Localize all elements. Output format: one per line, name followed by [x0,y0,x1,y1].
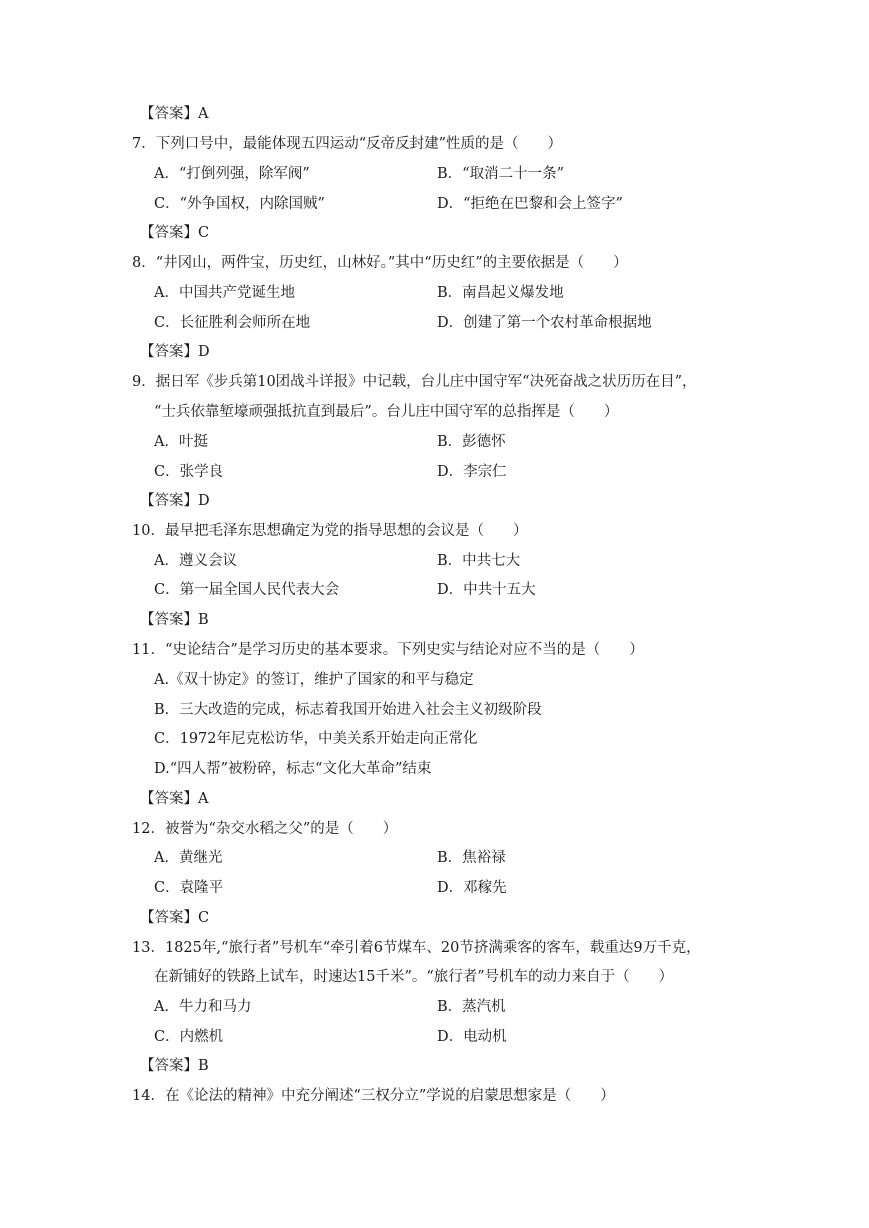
question-9-option-d: D．李宗仁 [437,464,507,480]
question-7-option-c: C．“外争国权，内除国贼” [154,196,325,212]
answer-q7: 【答案】C [140,225,210,241]
question-7-option-a: A．“打倒列强，除军阀” [154,166,310,182]
question-8-stem: 8．“井冈山，两件宝，历史红，山林好。”其中“历史红”的主要依据是（ ） [132,255,628,271]
answer-q12: 【答案】C [140,910,210,926]
answer-q11: 【答案】A [140,791,209,807]
question-9-option-b: B．彭德怀 [437,434,506,450]
question-12-option-d: D．邓稼先 [437,880,507,896]
question-8-option-d: D．创建了第一个农村革命根据地 [437,315,652,331]
question-13-option-c: C．内燃机 [154,1029,224,1045]
question-11-stem: 11．“史论结合”是学习历史的基本要求。下列史实与结论对应不当的是（ ） [132,642,644,658]
answer-q10: 【答案】B [140,612,209,628]
question-13-option-d: D．电动机 [437,1029,507,1045]
question-12-option-b: B．焦裕禄 [437,850,506,866]
question-9-option-a: A．叶挺 [154,434,208,450]
question-11-option-c: C．1972年尼克松访华，中美关系开始走向正常化 [154,731,478,747]
question-9-stem: 9．据日军《步兵第10团战斗详报》中记载，台儿庄中国守军“决死奋战之状历历在目”， [132,374,697,390]
question-14-stem: 14．在《论法的精神》中充分阐述“三权分立”学说的启蒙思想家是（ ） [132,1088,615,1104]
answer-q6: 【答案】A [140,106,209,122]
question-10-option-a: A．遵义会议 [154,553,237,569]
question-9-option-c: C．张学良 [154,464,224,480]
answer-q9: 【答案】D [140,493,210,509]
question-13-stem-continued: 在新铺好的铁路上试车，时速达15千米”。“旅行者”号机车的动力来自于（ ） [154,969,674,985]
question-11-option-b: B．三大改造的完成，标志着我国开始进入社会主义初级阶段 [154,702,542,718]
question-13-option-b: B．蒸汽机 [437,999,506,1015]
question-13-stem: 13．1825年,“旅行者”号机车“牵引着6节煤车、20节挤满乘客的客车，载重达9万千克， [132,940,701,956]
question-8-option-a: A．中国共产党诞生地 [154,285,295,301]
question-12-stem: 12．被誉为“杂交水稻之父”的是（ ） [132,821,398,837]
answer-q13: 【答案】B [140,1058,209,1074]
question-7-option-d: D．“拒绝在巴黎和会上签字” [437,196,623,212]
question-7-option-b: B．“取消二十一条” [437,166,564,182]
question-11-option-a: A.《双十协定》的签订，维护了国家的和平与稳定 [154,672,474,688]
question-9-stem-continued: “士兵依靠堑壕顽强抵抗直到最后”。台儿庄中国守军的总指挥是（ ） [154,404,619,420]
question-12-option-c: C．袁隆平 [154,880,224,896]
question-10-option-b: B．中共七大 [437,553,521,569]
answer-q8: 【答案】D [140,344,210,360]
question-7-stem: 7．下列口号中，最能体现五四运动“反帝反封建”性质的是（ ） [132,136,563,152]
question-11-option-d: D.“四人帮”被粉碎，标志“文化大革命”结束 [154,761,432,777]
question-12-option-a: A．黄继光 [154,850,223,866]
question-10-stem: 10．最早把毛泽东思想确定为党的指导思想的会议是（ ） [132,523,528,539]
question-8-option-b: B．南昌起义爆发地 [437,285,564,301]
question-13-option-a: A．牛力和马力 [154,999,252,1015]
question-10-option-c: C．第一届全国人民代表大会 [154,582,340,598]
question-10-option-d: D．中共十五大 [437,582,536,598]
question-8-option-c: C．长征胜利会师所在地 [154,315,311,331]
